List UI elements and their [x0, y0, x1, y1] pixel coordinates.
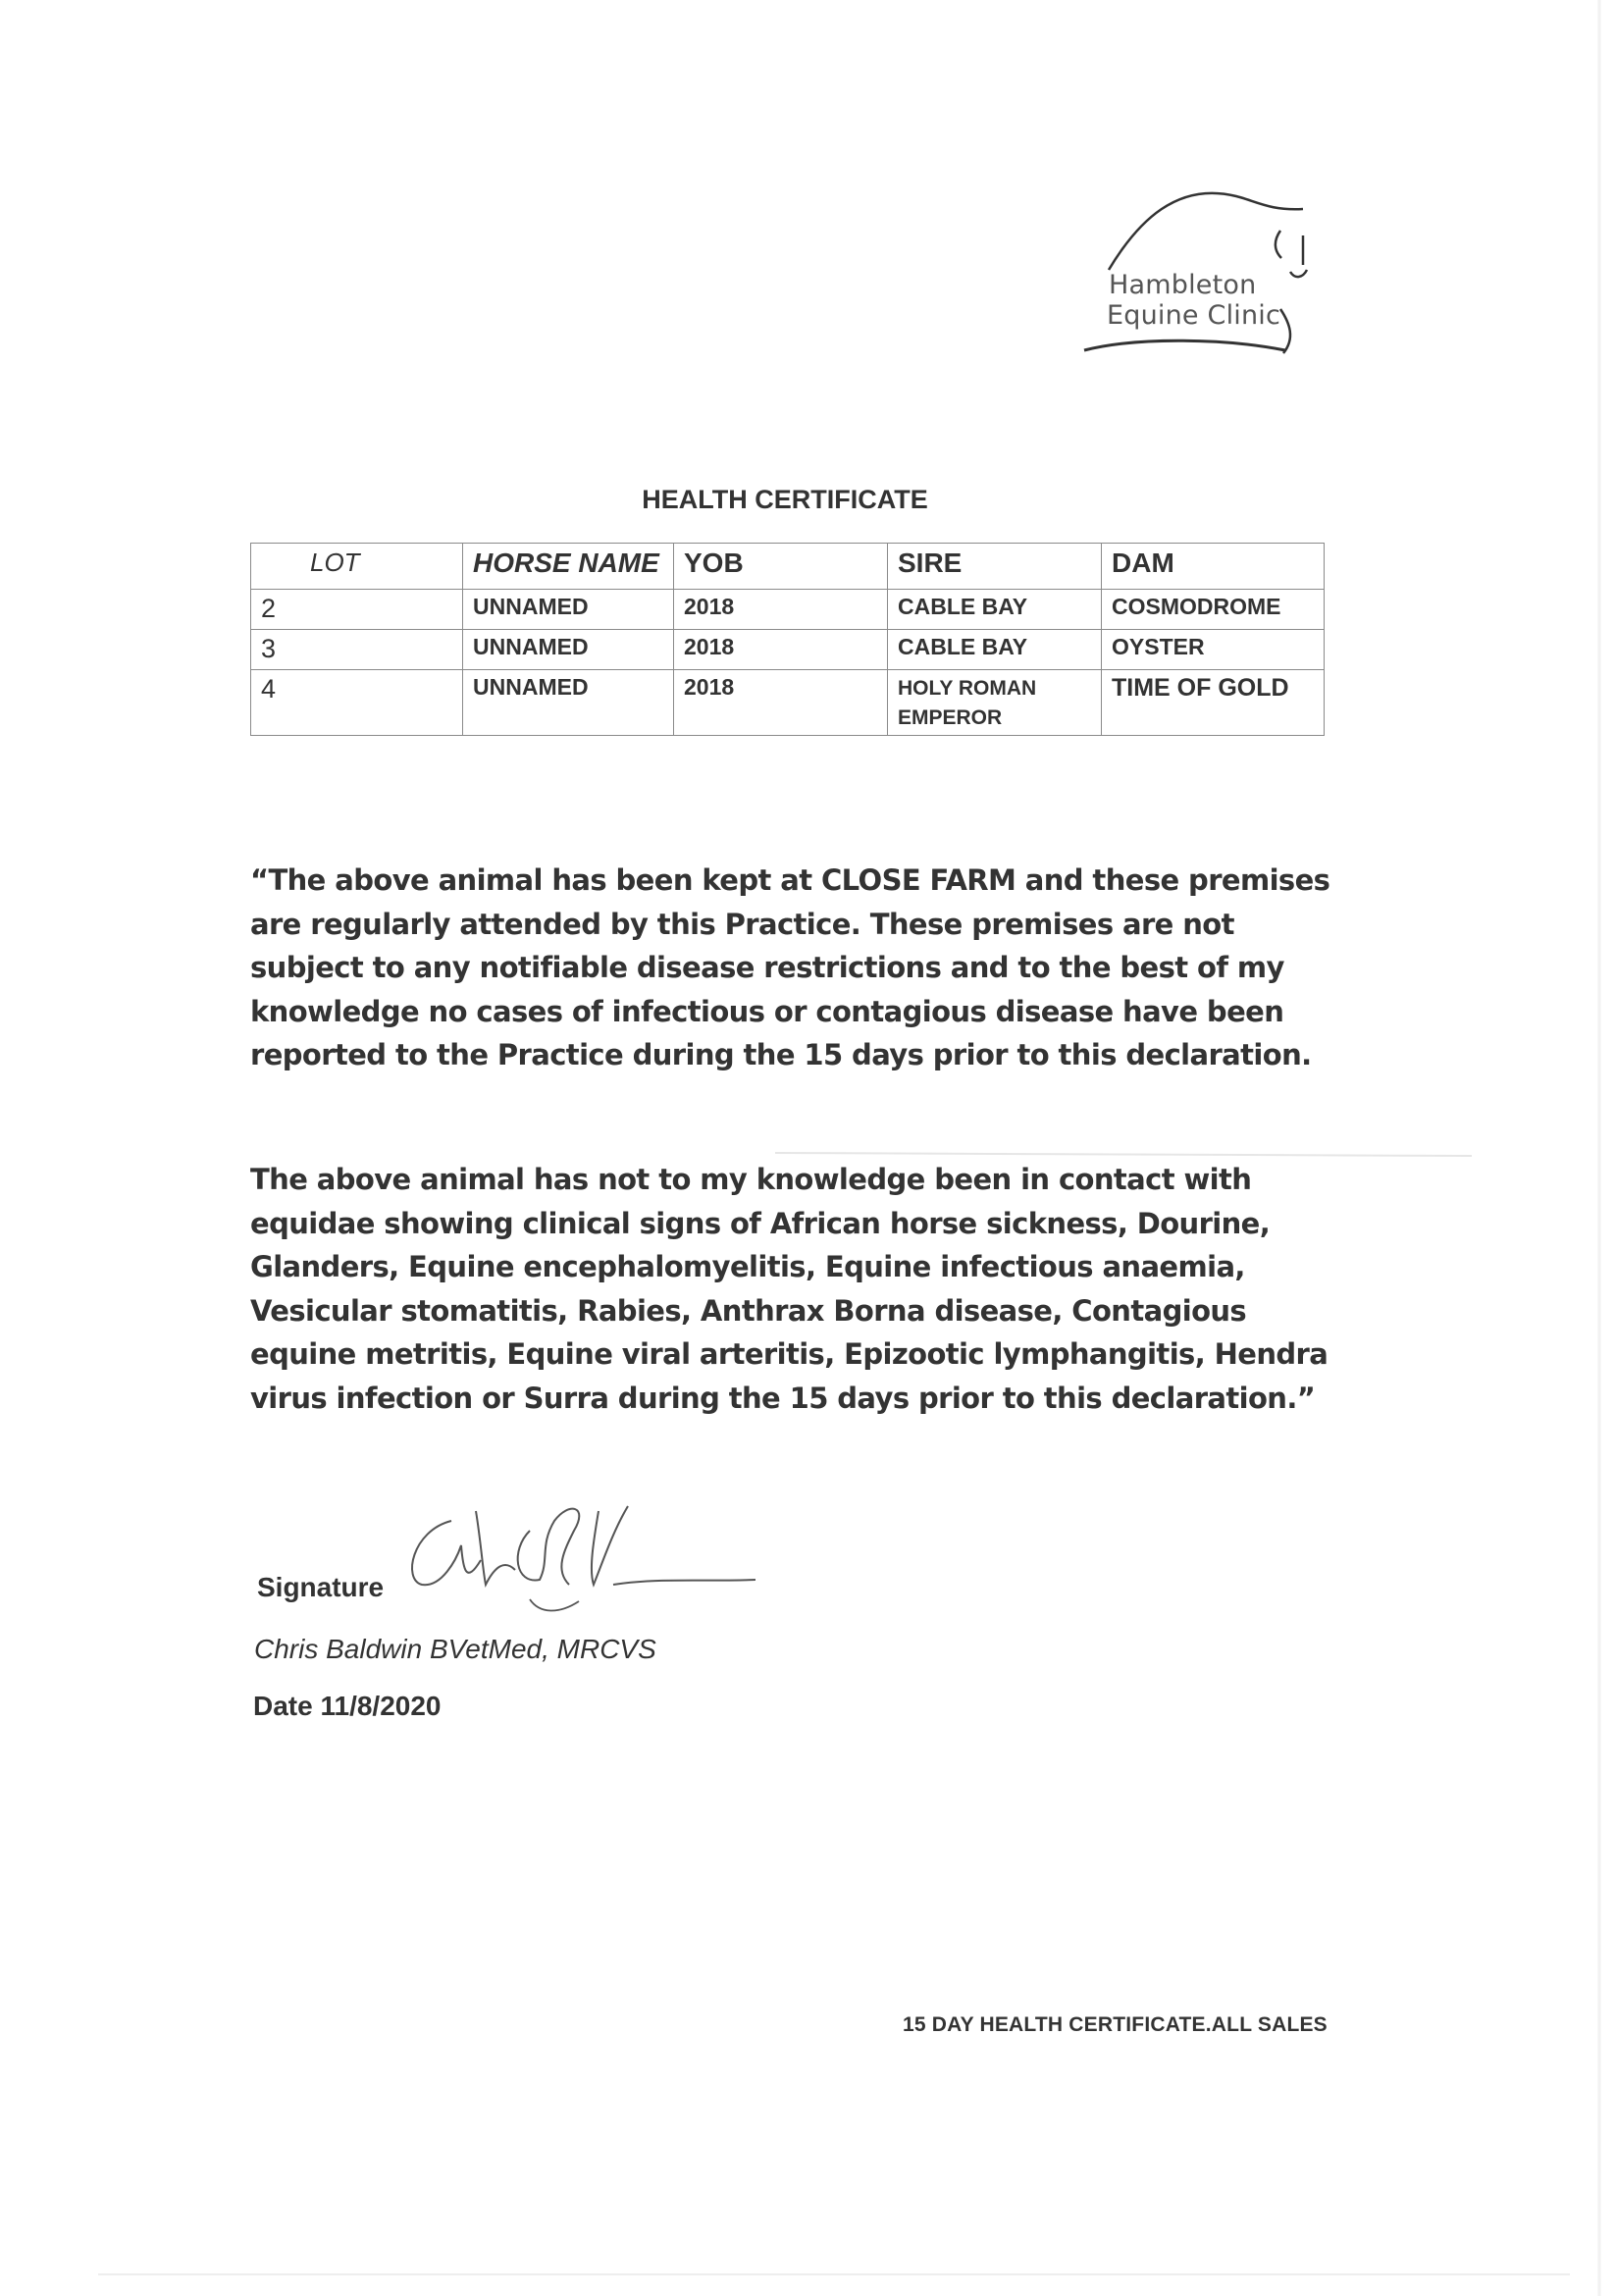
cell-horse-name: UNNAMED — [463, 670, 674, 736]
header-lot: LOT — [251, 544, 463, 590]
cell-sire: CABLE BAY — [888, 630, 1102, 670]
logo-line-2: Equine Clinic — [1107, 300, 1281, 331]
header-dam: DAM — [1102, 544, 1325, 590]
cell-dam: COSMODROME — [1102, 590, 1325, 630]
header-yob: YOB — [674, 544, 888, 590]
cell-lot: 4 — [251, 670, 463, 736]
declaration-paragraph-2: The above animal has not to my knowledge been in contact with equidae showing clinical signs of African horse sickness, Dourine, Glanders, Equine encephalomyelitis, Equine infectious anaemia, Vesicular stomatitis, Rabies, Anthrax Borna disease, Contagious equine metritis, Equine viral arteritis, Epizootic lymphangitis, Hendra virus infection or Surra during the 15 days prior to this declaration.” — [250, 1163, 1328, 1415]
cell-dam: OYSTER — [1102, 630, 1325, 670]
cell-dam: TIME OF GOLD — [1102, 670, 1325, 736]
header-horse-name: HORSE NAME — [463, 544, 674, 590]
signature-label: Signature — [257, 1572, 385, 1602]
logo-line-1: Hambleton — [1109, 270, 1257, 300]
signer-name: Chris Baldwin BVetMed, MRCVS — [254, 1634, 656, 1664]
footer-label: 15 DAY HEALTH CERTIFICATE.ALL SALES — [903, 2013, 1328, 2036]
table-header-row — [251, 544, 1325, 590]
header-sire: SIRE — [888, 544, 1102, 590]
cell-yob: 2018 — [674, 630, 888, 670]
document-title: HEALTH CERTIFICATE — [642, 485, 928, 514]
horse-table — [250, 543, 1325, 736]
cell-lot: 2 — [251, 590, 463, 630]
cell-yob: 2018 — [674, 670, 888, 736]
table-row — [251, 670, 1325, 736]
table-row — [251, 630, 1325, 670]
cell-yob: 2018 — [674, 590, 888, 630]
cell-horse-name: UNNAMED — [463, 630, 674, 670]
declaration-paragraph-1: “The above animal has been kept at CLOSE FARM and these premises are regularly attended by this Practice. These premises are not subject to any notifiable disease restrictions and to the best of my knowledge no cases of infectious or contagious disease have been reported to the Practice during the 15 days prior to this declaration. — [250, 863, 1330, 1071]
table-row — [251, 590, 1325, 630]
cell-sire: CABLE BAY — [888, 590, 1102, 630]
cell-sire: HOLY ROMAN EMPEROR — [888, 670, 1102, 736]
signature-date: Date 11/8/2020 — [253, 1691, 442, 1721]
cell-lot: 3 — [251, 630, 463, 670]
clinic-logo — [1079, 182, 1325, 368]
handwritten-signature — [392, 1491, 765, 1629]
cell-horse-name: UNNAMED — [463, 590, 674, 630]
